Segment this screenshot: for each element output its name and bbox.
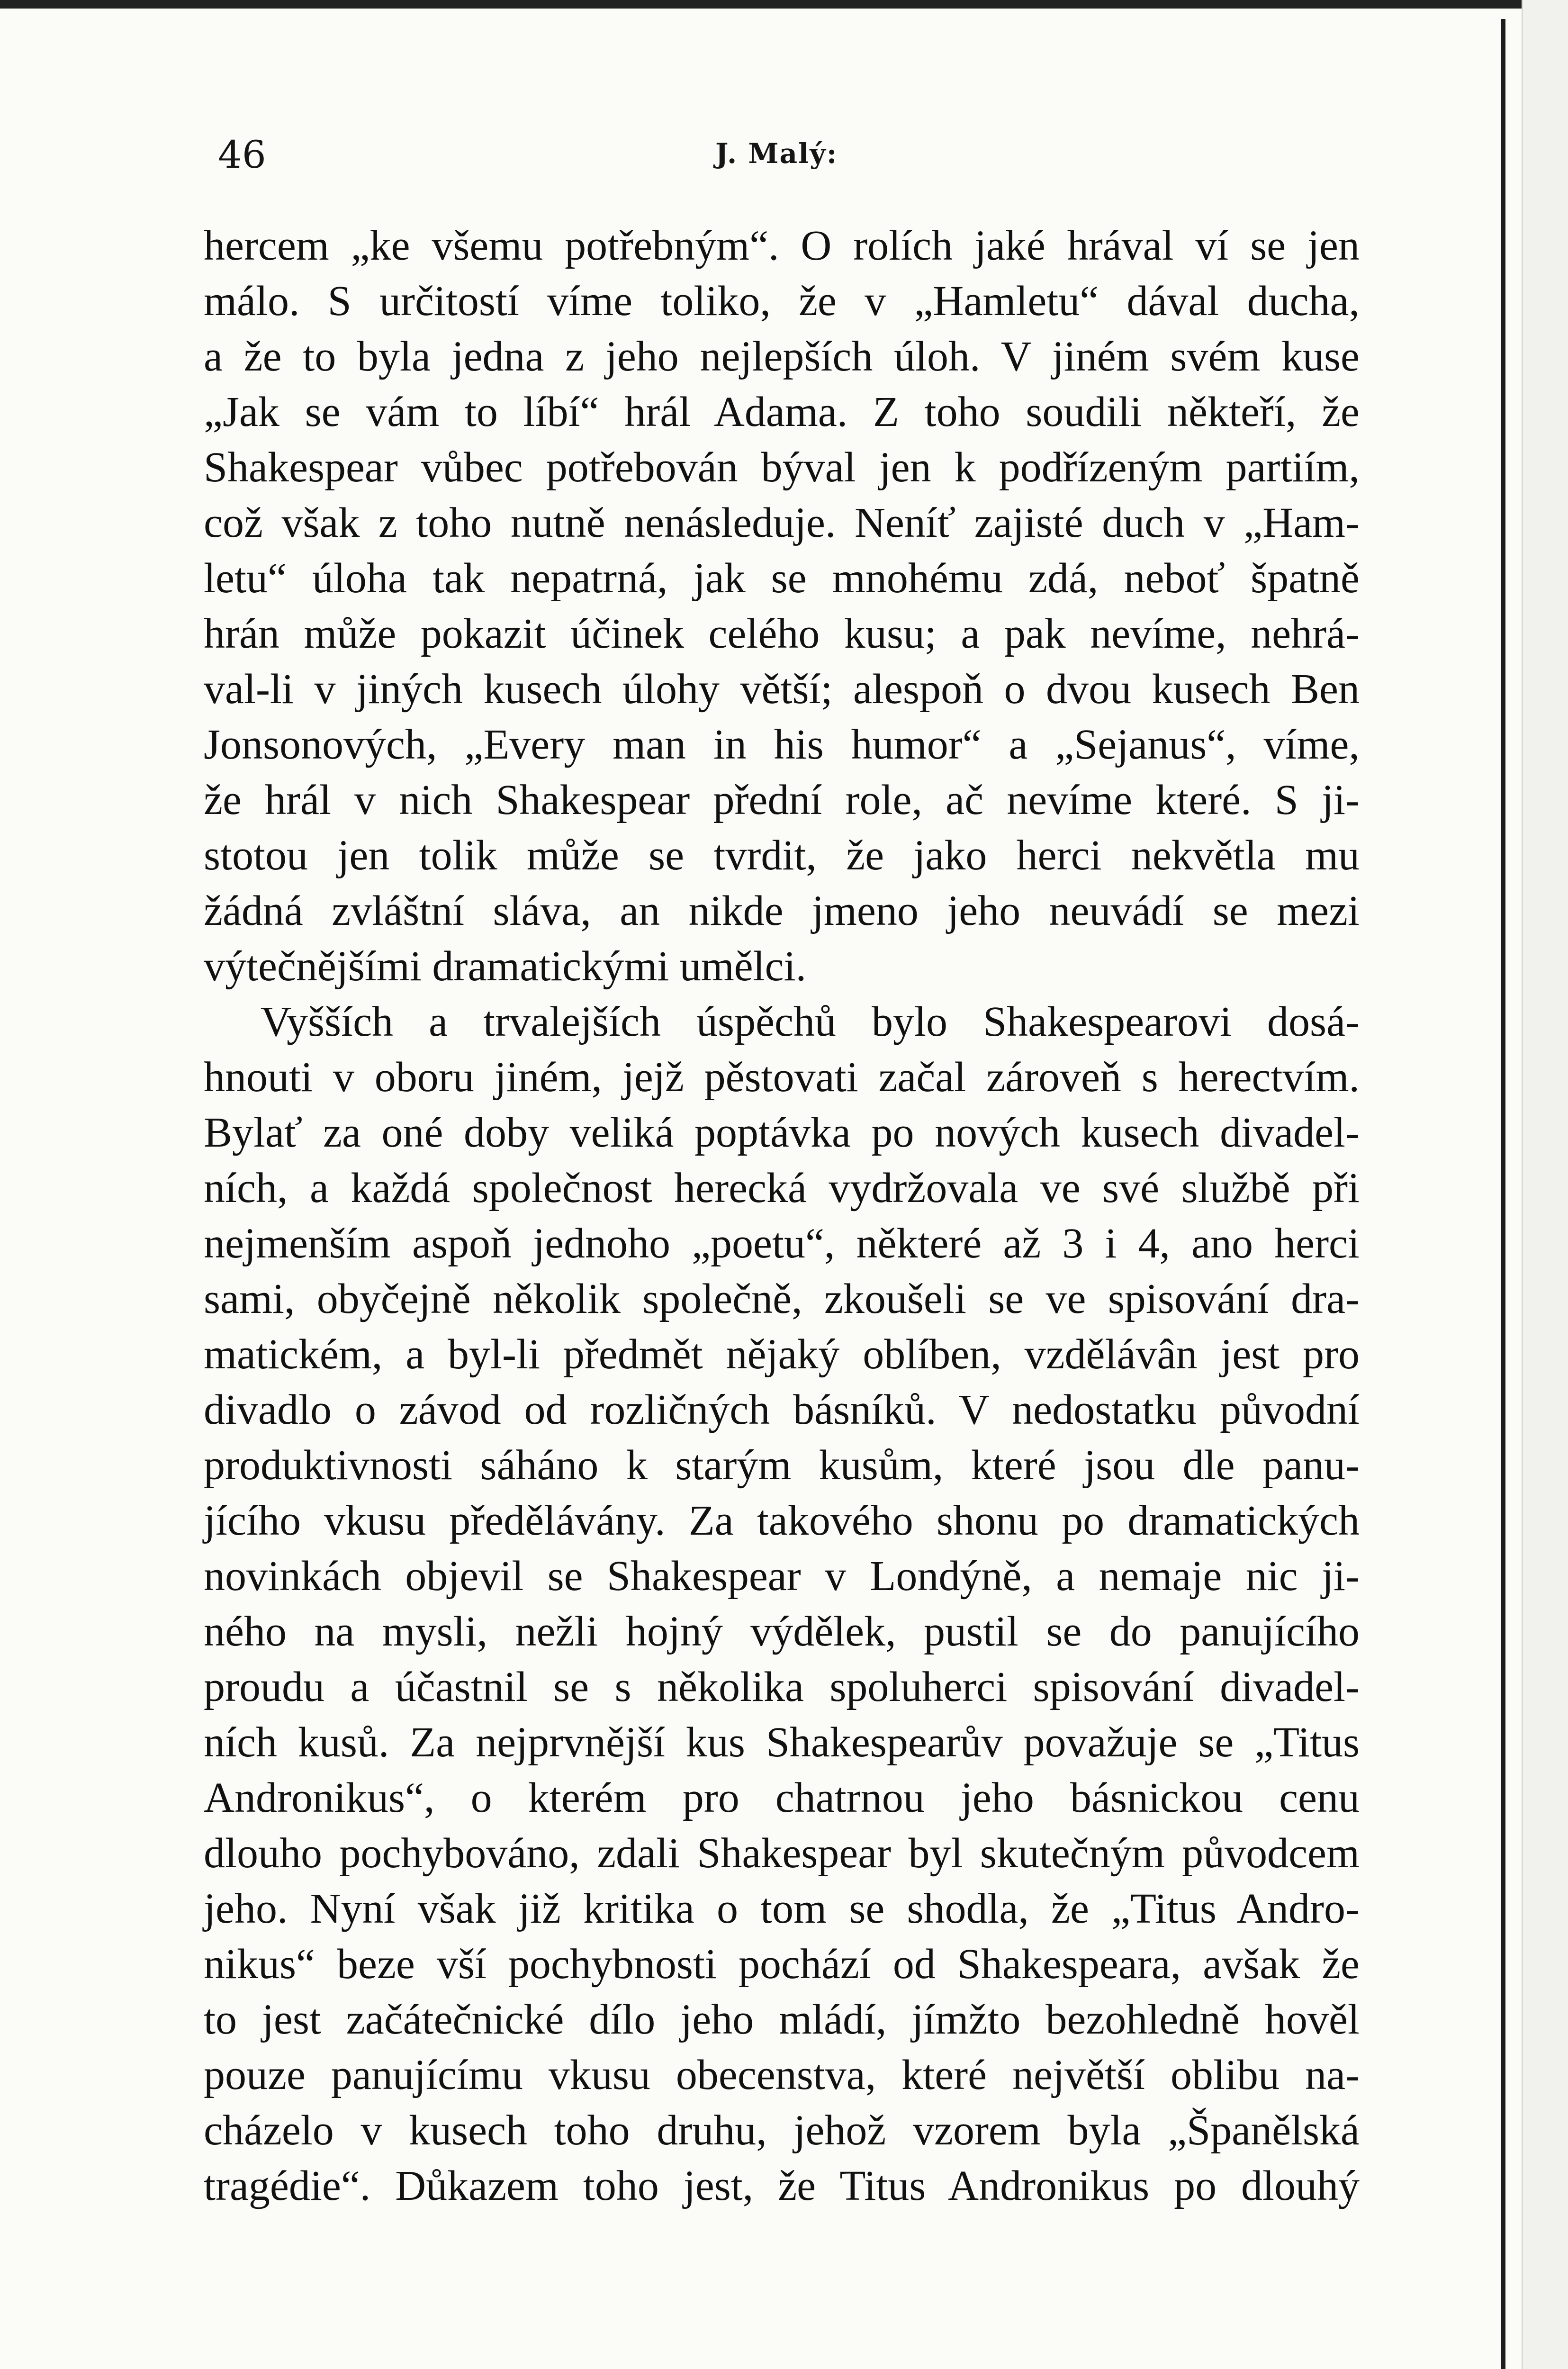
text-line: matickém, a byl-li předmět nějaký oblíben, vzdělávân jest pro [204, 1331, 1360, 1378]
text-line: cházelo v kusech toho druhu, jehož vzorem byla „Španělská [204, 2107, 1360, 2154]
text-line: pouze panujícímu vkusu obecenstva, které největší oblibu na- [204, 2052, 1360, 2098]
text-line: jeho. Nyní však již kritika o tom se shodla, že „Titus Andro- [204, 1885, 1360, 1932]
text-line: jícího vkusu předělávány. Za takového shonu po dramatických [204, 1497, 1360, 1544]
text-line: ních, a každá společnost herecká vydržovala ve své službě při [204, 1165, 1360, 1212]
text-line: což však z toho nutně nenásleduje. Neníť zajisté duch v „Ham- [204, 499, 1360, 546]
text-line: letu“ úloha tak nepatrná, jak se mnohému zdá, neboť špatně [204, 555, 1360, 602]
text-line: proudu a účastnil se s několika spoluherci spisování divadel- [204, 1664, 1360, 1710]
text-line: „Jak se vám to líbí“ hrál Adama. Z toho soudili někteří, že [204, 389, 1360, 435]
text-line: produktivnosti sáháno k starým kusům, které jsou dle panu- [204, 1442, 1360, 1489]
text-line: ného na mysli, nežli hojný výdělek, pustil se do panujícího [204, 1608, 1360, 1655]
text-line: tragédie“. Důkazem toho jest, že Titus Andronikus po dlouhý [204, 2162, 1360, 2209]
text-line: žádná zvláštní sláva, an nikde jmeno jeho neuvádí se mezi [204, 887, 1360, 934]
text-line: Bylať za oné doby veliká poptávka po nových kusech divadel- [204, 1109, 1360, 1156]
paragraph-1 [204, 218, 1360, 994]
text-line: dlouho pochybováno, zdali Shakespear byl skutečným původcem [204, 1830, 1360, 1877]
text-line: hnouti v oboru jiném, jejž pěstovati začal zároveň s herectvím. [204, 1054, 1360, 1101]
page-number: 46 [218, 133, 266, 177]
text-line: val-li v jiných kusech úlohy větší; alespoň o dvou kusech Ben [204, 666, 1360, 713]
text-line: a že to byla jedna z jeho nejlepších úloh. V jiném svém kuse [204, 333, 1360, 380]
text-line: Shakespear vůbec potřebován býval jen k podřízeným partiím, [204, 444, 1360, 491]
main-text-block [204, 218, 1360, 2214]
text-line: sami, obyčejně několik společně, zkoušeli se ve spisování dra- [204, 1275, 1360, 1322]
scan-top-edge [0, 0, 1568, 9]
text-line: hrán může pokazit účinek celého kusu; a pak nevíme, nehrá- [204, 610, 1360, 657]
running-head [204, 123, 1360, 180]
text-line: Vyšších a trvalejších úspěchů bylo Shakespearovi dosá- [261, 998, 1360, 1045]
text-line: nejmenším aspoň jednoho „poetu“, některé až 3 i 4, ano herci [204, 1220, 1360, 1267]
text-line: stotou jen tolik může se tvrdit, že jako herci nekvětla mu [204, 832, 1360, 879]
text-line: divadlo o závod od rozličných básníků. V nedostatku původní [204, 1386, 1360, 1433]
text-line: novinkách objevil se Shakespear v Londýně, a nemaje nic ji- [204, 1553, 1360, 1600]
page-binding-line [1501, 19, 1505, 2369]
text-line: Jonsonových, „Every man in his humor“ a „Sejanus“, víme, [204, 721, 1360, 768]
text-line: výtečnějšími dramatickými umělci. [204, 943, 807, 990]
text-line: hercem „ke všemu potřebným“. O rolích jaké hrával ví se jen [204, 222, 1360, 269]
text-line: ních kusů. Za nejprvnější kus Shakespearův považuje se „Titus [204, 1719, 1360, 1766]
text-line: že hrál v nich Shakespear přední role, ač nevíme které. S ji- [204, 777, 1360, 823]
text-line: to jest začátečnické dílo jeho mládí, jímžto bezohledně hověl [204, 1996, 1360, 2043]
text-line: málo. S určitostí víme toliko, že v „Hamletu“ dával ducha, [204, 278, 1360, 325]
paragraph-2 [204, 994, 1360, 2214]
page-spine-margin [1522, 0, 1568, 2369]
author-running-title: J. Malý: [715, 137, 838, 170]
text-line: Andronikus“, o kterém pro chatrnou jeho básnickou cenu [204, 1774, 1360, 1821]
text-line: nikus“ beze vší pochybnosti pochází od Shakespeara, avšak že [204, 1941, 1360, 1988]
